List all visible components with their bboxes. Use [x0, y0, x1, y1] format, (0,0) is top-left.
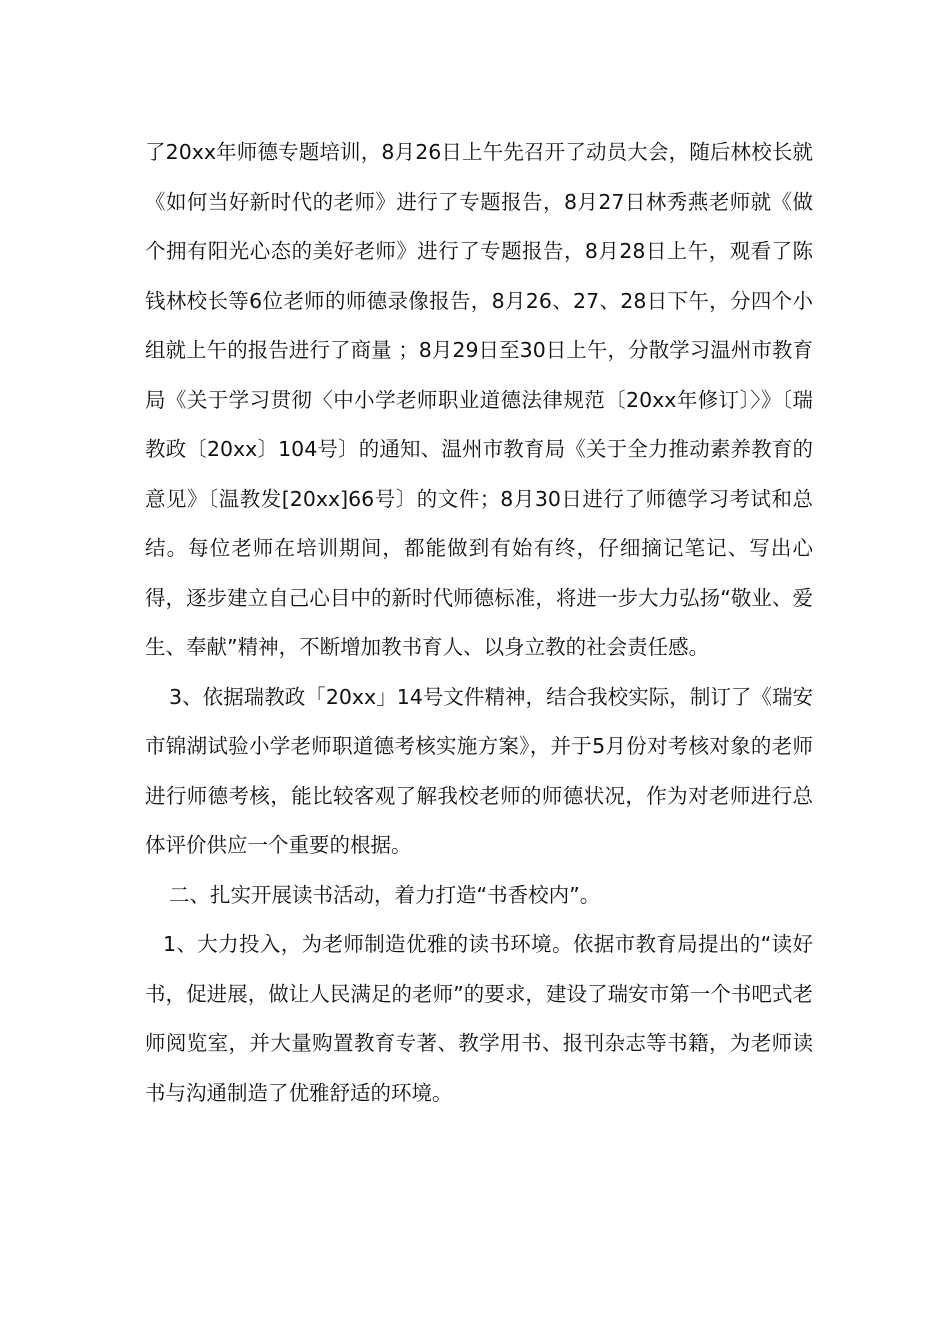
section-heading-reading: 二、扎实开展读书活动，着力打造“书香校内”。	[169, 882, 601, 907]
document-page	[145, 128, 813, 1118]
paragraph-training-summary: 了20xx年师德专题培训，8月26日上午先召开了动员大会，随后林校长就《如何当好新时代的老师》进行了专题报告，8月27日林秀燕老师就《做个拥有阳光心态的美好老师》进行了专题报告，8月28日上午，观看了陈钱林校长等6位老师的师德录像报告，8月26、27、28日下午，分四个小组就上午的报告进行了商量 ；8月29日至30日上午，分散学习温州市教育局《关于学习贯彻〈中小学老师职业道德法律规范〔20xx年修订〕〉》〔瑞教政〔20xx〕104号〕的通知、温州市教育局《关于全力推动素养教育的意见》〔温教发[20xx]66号〕的文件；8月30日进行了师德学习考试和总结。每位老师在培训期间，都能做到有始有终，仔细摘记笔记、写出心得，逐步建立自己心目中的新时代师德标准，将进一步大力弘扬“敬业、爱生、奉献”精神，不断增加教书育人、以身立教的社会责任感。	[145, 140, 813, 659]
paragraph-assessment: 3、依据瑞教政「20xx」14号文件精神，结合我校实际，制订了《瑞安市锦湖试验小学老师职道德考核实施方案》，并于5月份对考核对象的老师进行师德考核，能比较客观了解我校老师的师德状况，作为对老师进行总体评价供应一个重要的根据。	[145, 684, 813, 857]
paragraph-reading-environment: 1、大力投入，为老师制造优雅的读书环境。依据市教育局提出的“读好书，促进展，做让人民满足的老师”的要求，建设了瑞安市第一个书吧式老师阅览室，并大量购置教育专著、教学用书、报刊杂志等书籍，为老师读书与沟通制造了优雅舒适的环境。	[145, 932, 813, 1105]
